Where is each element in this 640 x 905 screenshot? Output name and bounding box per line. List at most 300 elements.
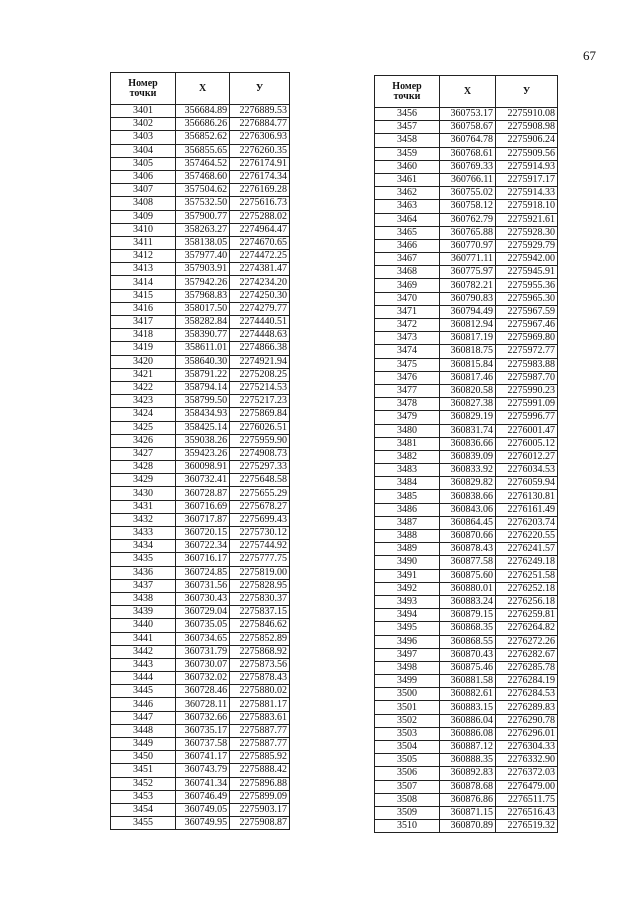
- x-coordinate-cell: 360735.05: [176, 619, 230, 632]
- point-number-cell: 3468: [375, 266, 440, 279]
- point-number-cell: 3487: [375, 516, 440, 529]
- x-coordinate-cell: 360875.60: [440, 569, 496, 582]
- point-number-cell: 3475: [375, 358, 440, 371]
- y-coordinate-cell: 2275888.42: [230, 764, 290, 777]
- point-number-cell: 3466: [375, 239, 440, 252]
- point-number-cell: 3420: [111, 355, 176, 368]
- y-coordinate-cell: 2275965.30: [496, 292, 558, 305]
- point-number-cell: 3403: [111, 131, 176, 144]
- x-coordinate-cell: 360724.85: [176, 566, 230, 579]
- x-coordinate-cell: 356684.89: [176, 105, 230, 118]
- y-coordinate-cell: 2274866.38: [230, 342, 290, 355]
- table-row: [375, 767, 558, 780]
- y-coordinate-cell: 2275945.91: [496, 266, 558, 279]
- y-coordinate-cell: 2276479.00: [496, 780, 558, 793]
- x-coordinate-cell: 360868.55: [440, 635, 496, 648]
- table-row: [111, 698, 290, 711]
- y-coordinate-cell: 2275903.17: [230, 803, 290, 816]
- y-coordinate-cell: 2276516.43: [496, 806, 558, 819]
- point-number-cell: 3413: [111, 263, 176, 276]
- point-number-cell: 3425: [111, 421, 176, 434]
- x-coordinate-cell: 360720.15: [176, 527, 230, 540]
- table-row: [375, 358, 558, 371]
- table-row: [111, 250, 290, 263]
- table-row: [111, 738, 290, 751]
- x-coordinate-cell: 360876.86: [440, 793, 496, 806]
- x-coordinate-cell: 360871.15: [440, 806, 496, 819]
- x-coordinate-cell: 360817.46: [440, 371, 496, 384]
- x-coordinate-cell: 360817.19: [440, 332, 496, 345]
- x-coordinate-cell: 360794.49: [440, 305, 496, 318]
- point-number-cell: 3432: [111, 513, 176, 526]
- table-row: [111, 487, 290, 500]
- table-row: [111, 606, 290, 619]
- point-number-cell: 3412: [111, 250, 176, 263]
- y-coordinate-cell: 2276161.49: [496, 503, 558, 516]
- table-row: [111, 461, 290, 474]
- point-number-cell: 3461: [375, 173, 440, 186]
- y-coordinate-cell: 2275616.73: [230, 197, 290, 210]
- header-point-number-line1: Номер: [128, 77, 158, 89]
- table-row: [111, 157, 290, 170]
- table-row: [375, 187, 558, 200]
- y-coordinate-cell: 2276272.26: [496, 635, 558, 648]
- point-number-cell: 3470: [375, 292, 440, 305]
- x-coordinate-cell: 356852.62: [176, 131, 230, 144]
- table-row: [375, 424, 558, 437]
- table-row: [375, 595, 558, 608]
- point-number-cell: 3418: [111, 329, 176, 342]
- y-coordinate-cell: 2275208.25: [230, 368, 290, 381]
- x-coordinate-cell: 360868.35: [440, 622, 496, 635]
- y-coordinate-cell: 2275914.93: [496, 160, 558, 173]
- x-coordinate-cell: 360881.58: [440, 675, 496, 688]
- x-coordinate-cell: 360728.11: [176, 698, 230, 711]
- point-number-cell: 3482: [375, 450, 440, 463]
- x-coordinate-cell: 356855.65: [176, 144, 230, 157]
- x-coordinate-cell: 358282.84: [176, 316, 230, 329]
- y-coordinate-cell: 2276005.12: [496, 437, 558, 450]
- x-coordinate-cell: 360732.66: [176, 711, 230, 724]
- point-number-cell: 3438: [111, 592, 176, 605]
- y-coordinate-cell: 2274279.77: [230, 302, 290, 315]
- point-number-cell: 3455: [111, 817, 176, 830]
- y-coordinate-cell: 2275899.09: [230, 790, 290, 803]
- x-coordinate-cell: 357504.62: [176, 184, 230, 197]
- x-coordinate-cell: 360716.17: [176, 553, 230, 566]
- point-number-cell: 3471: [375, 305, 440, 318]
- point-number-cell: 3497: [375, 648, 440, 661]
- y-coordinate-cell: 2276889.53: [230, 105, 290, 118]
- table-row: [375, 213, 558, 226]
- y-coordinate-cell: 2275648.58: [230, 474, 290, 487]
- table-row: [375, 477, 558, 490]
- table-row: [111, 355, 290, 368]
- point-number-cell: 3469: [375, 279, 440, 292]
- point-number-cell: 3439: [111, 606, 176, 619]
- x-coordinate-cell: 360764.78: [440, 134, 496, 147]
- point-number-cell: 3509: [375, 806, 440, 819]
- x-coordinate-cell: 360717.87: [176, 513, 230, 526]
- y-coordinate-cell: 2275868.92: [230, 645, 290, 658]
- table-row: [111, 566, 290, 579]
- point-number-cell: 3409: [111, 210, 176, 223]
- y-coordinate-cell: 2276001.47: [496, 424, 558, 437]
- point-number-cell: 3442: [111, 645, 176, 658]
- table-row: [375, 582, 558, 595]
- x-coordinate-cell: 358263.27: [176, 223, 230, 236]
- point-number-cell: 3421: [111, 368, 176, 381]
- x-coordinate-cell: 360741.34: [176, 777, 230, 790]
- x-coordinate-cell: 359423.26: [176, 447, 230, 460]
- x-coordinate-cell: 360728.46: [176, 685, 230, 698]
- x-coordinate-cell: 360878.68: [440, 780, 496, 793]
- x-coordinate-cell: 360775.97: [440, 266, 496, 279]
- y-coordinate-cell: 2276519.32: [496, 820, 558, 833]
- x-coordinate-cell: 358017.50: [176, 302, 230, 315]
- point-number-cell: 3404: [111, 144, 176, 157]
- point-number-cell: 3402: [111, 118, 176, 131]
- table-row: [375, 622, 558, 635]
- table-row: [375, 806, 558, 819]
- table-row: [375, 345, 558, 358]
- y-coordinate-cell: 2275217.23: [230, 395, 290, 408]
- point-number-cell: 3429: [111, 474, 176, 487]
- x-coordinate-cell: 358791.22: [176, 368, 230, 381]
- y-coordinate-cell: 2275917.17: [496, 173, 558, 186]
- x-coordinate-cell: 360833.92: [440, 464, 496, 477]
- point-number-cell: 3480: [375, 424, 440, 437]
- table-row: [111, 236, 290, 249]
- point-number-cell: 3443: [111, 658, 176, 671]
- table-row: [111, 474, 290, 487]
- point-number-cell: 3416: [111, 302, 176, 315]
- point-number-cell: 3495: [375, 622, 440, 635]
- table-row: [375, 464, 558, 477]
- y-coordinate-cell: 2275819.00: [230, 566, 290, 579]
- point-number-cell: 3441: [111, 632, 176, 645]
- point-number-cell: 3401: [111, 105, 176, 118]
- point-number-cell: 3464: [375, 213, 440, 226]
- table-row: [111, 619, 290, 632]
- table-row: [111, 184, 290, 197]
- y-coordinate-cell: 2276012.27: [496, 450, 558, 463]
- point-number-cell: 3503: [375, 727, 440, 740]
- x-coordinate-cell: 360716.69: [176, 500, 230, 513]
- table-row: [111, 513, 290, 526]
- table-row: [375, 371, 558, 384]
- point-number-cell: 3428: [111, 461, 176, 474]
- header-point-number: [375, 76, 440, 108]
- point-number-cell: 3478: [375, 398, 440, 411]
- point-number-cell: 3491: [375, 569, 440, 582]
- point-number-cell: 3456: [375, 108, 440, 121]
- x-coordinate-cell: 360732.02: [176, 672, 230, 685]
- table-row: [375, 160, 558, 173]
- x-coordinate-cell: 360836.66: [440, 437, 496, 450]
- y-coordinate-cell: 2276203.74: [496, 516, 558, 529]
- x-coordinate-cell: 360886.04: [440, 714, 496, 727]
- point-number-cell: 3479: [375, 411, 440, 424]
- y-coordinate-cell: 2275969.80: [496, 332, 558, 345]
- y-coordinate-cell: 2275744.92: [230, 540, 290, 553]
- point-number-cell: 3498: [375, 661, 440, 674]
- y-coordinate-cell: 2276306.93: [230, 131, 290, 144]
- x-coordinate-cell: 360746.49: [176, 790, 230, 803]
- table-row: [375, 450, 558, 463]
- y-coordinate-cell: 2275928.30: [496, 226, 558, 239]
- point-number-cell: 3445: [111, 685, 176, 698]
- point-number-cell: 3488: [375, 530, 440, 543]
- table-row: [111, 118, 290, 131]
- point-number-cell: 3415: [111, 289, 176, 302]
- point-number-cell: 3476: [375, 371, 440, 384]
- point-number-cell: 3493: [375, 595, 440, 608]
- table-row: [375, 147, 558, 160]
- x-coordinate-cell: 360734.65: [176, 632, 230, 645]
- x-coordinate-cell: 360768.61: [440, 147, 496, 160]
- y-coordinate-cell: 2276884.77: [230, 118, 290, 131]
- point-number-cell: 3508: [375, 793, 440, 806]
- x-coordinate-cell: 357900.77: [176, 210, 230, 223]
- table-row: [375, 793, 558, 806]
- y-coordinate-cell: 2274670.65: [230, 236, 290, 249]
- x-coordinate-cell: 360766.11: [440, 173, 496, 186]
- x-coordinate-cell: 358138.05: [176, 236, 230, 249]
- point-number-cell: 3481: [375, 437, 440, 450]
- y-coordinate-cell: 2275830.37: [230, 592, 290, 605]
- y-coordinate-cell: 2276282.67: [496, 648, 558, 661]
- x-coordinate-cell: 360839.09: [440, 450, 496, 463]
- point-number-cell: 3467: [375, 253, 440, 266]
- y-coordinate-cell: 2275967.59: [496, 305, 558, 318]
- point-number-cell: 3505: [375, 754, 440, 767]
- table-row: [111, 645, 290, 658]
- x-coordinate-cell: 360737.58: [176, 738, 230, 751]
- y-coordinate-cell: 2275699.43: [230, 513, 290, 526]
- y-coordinate-cell: 2276130.81: [496, 490, 558, 503]
- point-number-cell: 3423: [111, 395, 176, 408]
- y-coordinate-cell: 2276169.28: [230, 184, 290, 197]
- x-coordinate-cell: 358390.77: [176, 329, 230, 342]
- x-coordinate-cell: 360732.41: [176, 474, 230, 487]
- point-number-cell: 3437: [111, 579, 176, 592]
- y-coordinate-cell: 2276284.19: [496, 675, 558, 688]
- point-number-cell: 3417: [111, 316, 176, 329]
- x-coordinate-cell: 360769.33: [440, 160, 496, 173]
- point-number-cell: 3483: [375, 464, 440, 477]
- x-coordinate-cell: 358640.30: [176, 355, 230, 368]
- table-row: [111, 803, 290, 816]
- y-coordinate-cell: 2275837.15: [230, 606, 290, 619]
- x-coordinate-cell: 360722.34: [176, 540, 230, 553]
- table-row: [111, 144, 290, 157]
- table-row: [111, 342, 290, 355]
- x-coordinate-cell: 360812.94: [440, 319, 496, 332]
- x-coordinate-cell: 360098.91: [176, 461, 230, 474]
- x-coordinate-cell: 360790.83: [440, 292, 496, 305]
- y-coordinate-cell: 2276034.53: [496, 464, 558, 477]
- point-number-cell: 3408: [111, 197, 176, 210]
- x-coordinate-cell: 360731.79: [176, 645, 230, 658]
- y-coordinate-cell: 2274448.63: [230, 329, 290, 342]
- table-row: [375, 754, 558, 767]
- x-coordinate-cell: 357942.26: [176, 276, 230, 289]
- point-number-cell: 3507: [375, 780, 440, 793]
- point-number-cell: 3450: [111, 751, 176, 764]
- table-row: [111, 764, 290, 777]
- x-coordinate-cell: 360831.74: [440, 424, 496, 437]
- y-coordinate-cell: 2275852.89: [230, 632, 290, 645]
- x-coordinate-cell: 360782.21: [440, 279, 496, 292]
- x-coordinate-cell: 358611.01: [176, 342, 230, 355]
- header-point-number-line2: точки: [393, 90, 421, 102]
- point-number-cell: 3410: [111, 223, 176, 236]
- y-coordinate-cell: 2276285.78: [496, 661, 558, 674]
- y-coordinate-cell: 2276372.03: [496, 767, 558, 780]
- table-row: [111, 263, 290, 276]
- table-row: [375, 741, 558, 754]
- coordinates-table-right: [374, 75, 558, 833]
- point-number-cell: 3440: [111, 619, 176, 632]
- y-coordinate-cell: 2274472.25: [230, 250, 290, 263]
- point-number-cell: 3436: [111, 566, 176, 579]
- x-coordinate-cell: 360829.82: [440, 477, 496, 490]
- y-coordinate-cell: 2275959.90: [230, 434, 290, 447]
- table-row: [375, 253, 558, 266]
- point-number-cell: 3460: [375, 160, 440, 173]
- x-coordinate-cell: 360818.75: [440, 345, 496, 358]
- table-row: [375, 332, 558, 345]
- point-number-cell: 3492: [375, 582, 440, 595]
- table-row: [111, 316, 290, 329]
- point-number-cell: 3465: [375, 226, 440, 239]
- point-number-cell: 3452: [111, 777, 176, 790]
- table-row: [375, 714, 558, 727]
- y-coordinate-cell: 2275987.70: [496, 371, 558, 384]
- point-number-cell: 3430: [111, 487, 176, 500]
- table-row: [375, 648, 558, 661]
- y-coordinate-cell: 2276249.18: [496, 556, 558, 569]
- table-row: [375, 556, 558, 569]
- point-number-cell: 3406: [111, 170, 176, 183]
- table-row: [375, 200, 558, 213]
- y-coordinate-cell: 2275906.24: [496, 134, 558, 147]
- table-row: [111, 395, 290, 408]
- x-coordinate-cell: 360755.02: [440, 187, 496, 200]
- point-number-cell: 3472: [375, 319, 440, 332]
- x-coordinate-cell: 360888.35: [440, 754, 496, 767]
- x-coordinate-cell: 359038.26: [176, 434, 230, 447]
- table-row: [375, 701, 558, 714]
- table-row: [375, 727, 558, 740]
- table-row: [111, 711, 290, 724]
- point-number-cell: 3446: [111, 698, 176, 711]
- x-coordinate-cell: 356686.26: [176, 118, 230, 131]
- table-row: [375, 411, 558, 424]
- table-row: [375, 266, 558, 279]
- table-row: [111, 105, 290, 118]
- table-row: [111, 447, 290, 460]
- table-row: [111, 553, 290, 566]
- y-coordinate-cell: 2274234.20: [230, 276, 290, 289]
- x-coordinate-cell: 357468.60: [176, 170, 230, 183]
- table-row: [111, 329, 290, 342]
- y-coordinate-cell: 2275214.53: [230, 381, 290, 394]
- table-row: [111, 170, 290, 183]
- point-number-cell: 3473: [375, 332, 440, 345]
- table-row: [375, 398, 558, 411]
- x-coordinate-cell: 360762.79: [440, 213, 496, 226]
- table-row: [375, 609, 558, 622]
- point-number-cell: 3506: [375, 767, 440, 780]
- y-coordinate-cell: 2275972.77: [496, 345, 558, 358]
- point-number-cell: 3457: [375, 121, 440, 134]
- table-row: [111, 302, 290, 315]
- point-number-cell: 3454: [111, 803, 176, 816]
- table-body-right: [375, 108, 558, 833]
- x-coordinate-cell: 358425.14: [176, 421, 230, 434]
- point-number-cell: 3490: [375, 556, 440, 569]
- header-y: У: [230, 73, 290, 105]
- y-coordinate-cell: 2276259.81: [496, 609, 558, 622]
- table-row: [111, 579, 290, 592]
- table-header-row: [111, 73, 290, 105]
- y-coordinate-cell: 2276260.35: [230, 144, 290, 157]
- table-row: [375, 319, 558, 332]
- header-x: X: [440, 76, 496, 108]
- point-number-cell: 3486: [375, 503, 440, 516]
- x-coordinate-cell: 360743.79: [176, 764, 230, 777]
- x-coordinate-cell: 360749.05: [176, 803, 230, 816]
- table-row: [111, 421, 290, 434]
- table-row: [375, 437, 558, 450]
- table-body-left: [111, 105, 290, 830]
- point-number-cell: 3462: [375, 187, 440, 200]
- x-coordinate-cell: 360729.04: [176, 606, 230, 619]
- header-y: У: [496, 76, 558, 108]
- x-coordinate-cell: 360883.24: [440, 595, 496, 608]
- y-coordinate-cell: 2275918.10: [496, 200, 558, 213]
- table-row: [111, 289, 290, 302]
- y-coordinate-cell: 2275942.00: [496, 253, 558, 266]
- point-number-cell: 3489: [375, 543, 440, 556]
- y-coordinate-cell: 2275297.33: [230, 461, 290, 474]
- header-point-number: [111, 73, 176, 105]
- y-coordinate-cell: 2275828.95: [230, 579, 290, 592]
- y-coordinate-cell: 2276241.57: [496, 543, 558, 556]
- table-row: [111, 790, 290, 803]
- x-coordinate-cell: 360731.56: [176, 579, 230, 592]
- coordinates-table-left: [110, 72, 290, 830]
- point-number-cell: 3459: [375, 147, 440, 160]
- x-coordinate-cell: 360870.43: [440, 648, 496, 661]
- page-number: 67: [583, 48, 596, 63]
- point-number-cell: 3407: [111, 184, 176, 197]
- x-coordinate-cell: 360877.58: [440, 556, 496, 569]
- table-header-row: [375, 76, 558, 108]
- table-row: [375, 239, 558, 252]
- y-coordinate-cell: 2275921.61: [496, 213, 558, 226]
- y-coordinate-cell: 2276059.94: [496, 477, 558, 490]
- point-number-cell: 3502: [375, 714, 440, 727]
- table-row: [375, 530, 558, 543]
- y-coordinate-cell: 2275929.79: [496, 239, 558, 252]
- table-row: [111, 197, 290, 210]
- x-coordinate-cell: 358794.14: [176, 381, 230, 394]
- y-coordinate-cell: 2276252.18: [496, 582, 558, 595]
- point-number-cell: 3447: [111, 711, 176, 724]
